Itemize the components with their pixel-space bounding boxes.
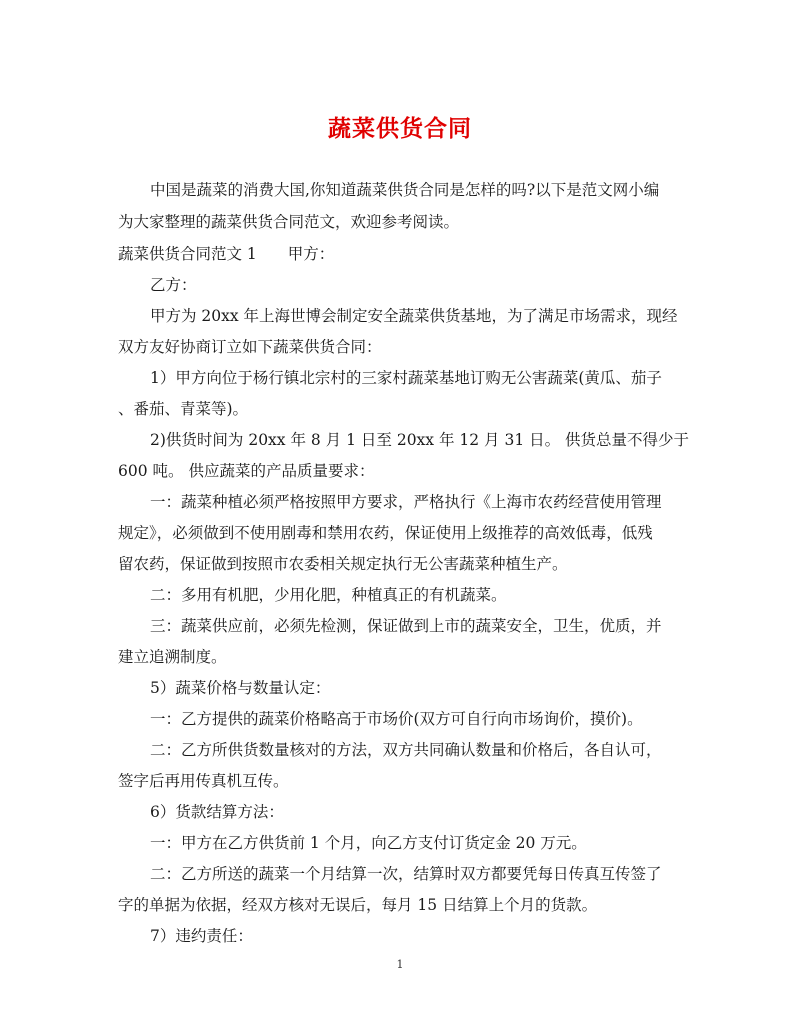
page-number: 1: [396, 958, 404, 971]
paragraph-line: 签字后再用传真机互传。: [118, 772, 289, 790]
paragraph-line: 二：乙方所送的蔬菜一个月结算一次，结算时双方都要凭每日传真互传签了: [150, 865, 662, 883]
paragraph-line: 中国是蔬菜的消费大国,你知道蔬菜供货合同是怎样的吗?以下是范文网小编: [150, 181, 660, 199]
paragraph-line: 、番茄、青菜等)。: [118, 400, 249, 418]
paragraph-line: 一：甲方在乙方供货前 1 个月，向乙方支付订货定金 20 万元。: [150, 834, 587, 852]
paragraph-line: 三：蔬菜供应前，必须先检测，保证做到上市的蔬菜安全，卫生，优质，并: [150, 617, 662, 635]
paragraph-line: 二：多用有机肥，少用化肥，种植真正的有机蔬菜。: [150, 586, 507, 604]
paragraph-line: 规定》，必须做到不使用剧毒和禁用农药，保证使用上级推荐的高效低毒，低残: [118, 524, 653, 542]
paragraph-line: 甲方为 20xx 年上海世博会制定安全蔬菜供货基地，为了满足市场需求，现经: [150, 307, 678, 325]
paragraph-line: 二：乙方所供货数量核对的方法，双方共同确认数量和价格后，各自认可，: [150, 741, 662, 759]
document-title: 蔬菜供货合同: [328, 115, 472, 142]
paragraph-line: 字的单据为依据，经双方核对无误后，每月 15 日结算上个月的货款。: [118, 896, 598, 914]
paragraph-line: 双方友好协商订立如下蔬菜供货合同：: [118, 338, 382, 356]
paragraph-line: 留农药，保证做到按照市农委相关规定执行无公害蔬菜种植生产。: [118, 555, 568, 573]
paragraph-line: 6）货款结算方法：: [150, 803, 284, 821]
paragraph-line: 600 吨。 供应蔬菜的产品质量要求：: [118, 462, 375, 480]
paragraph-line: 为大家整理的蔬菜供货合同范文，欢迎参考阅读。: [118, 213, 460, 231]
paragraph-line: 一：乙方提供的蔬菜价格略高于市场价(双方可自行向市场询价，摸价)。: [150, 710, 643, 728]
paragraph-line: 建立追溯制度。: [118, 648, 227, 666]
paragraph-line: 5）蔬菜价格与数量认定：: [150, 679, 331, 697]
paragraph-line: 7）违约责任：: [150, 927, 253, 945]
paragraph-line: 一：蔬菜种植必须严格按照甲方要求，严格执行《上海市农药经营使用管理: [150, 493, 662, 511]
paragraph-line: 2)供货时间为 20xx 年 8 月 1 日至 20xx 年 12 月 31 日。 供货总量不得少于: [150, 431, 690, 449]
paragraph-line: 蔬菜供货合同范文 1 甲方：: [118, 245, 335, 263]
paragraph-line: 1）甲方向位于杨行镇北宗村的三家村蔬菜基地订购无公害蔬菜(黄瓜、茄子: [150, 369, 662, 387]
paragraph-line: 乙方：: [150, 276, 197, 294]
